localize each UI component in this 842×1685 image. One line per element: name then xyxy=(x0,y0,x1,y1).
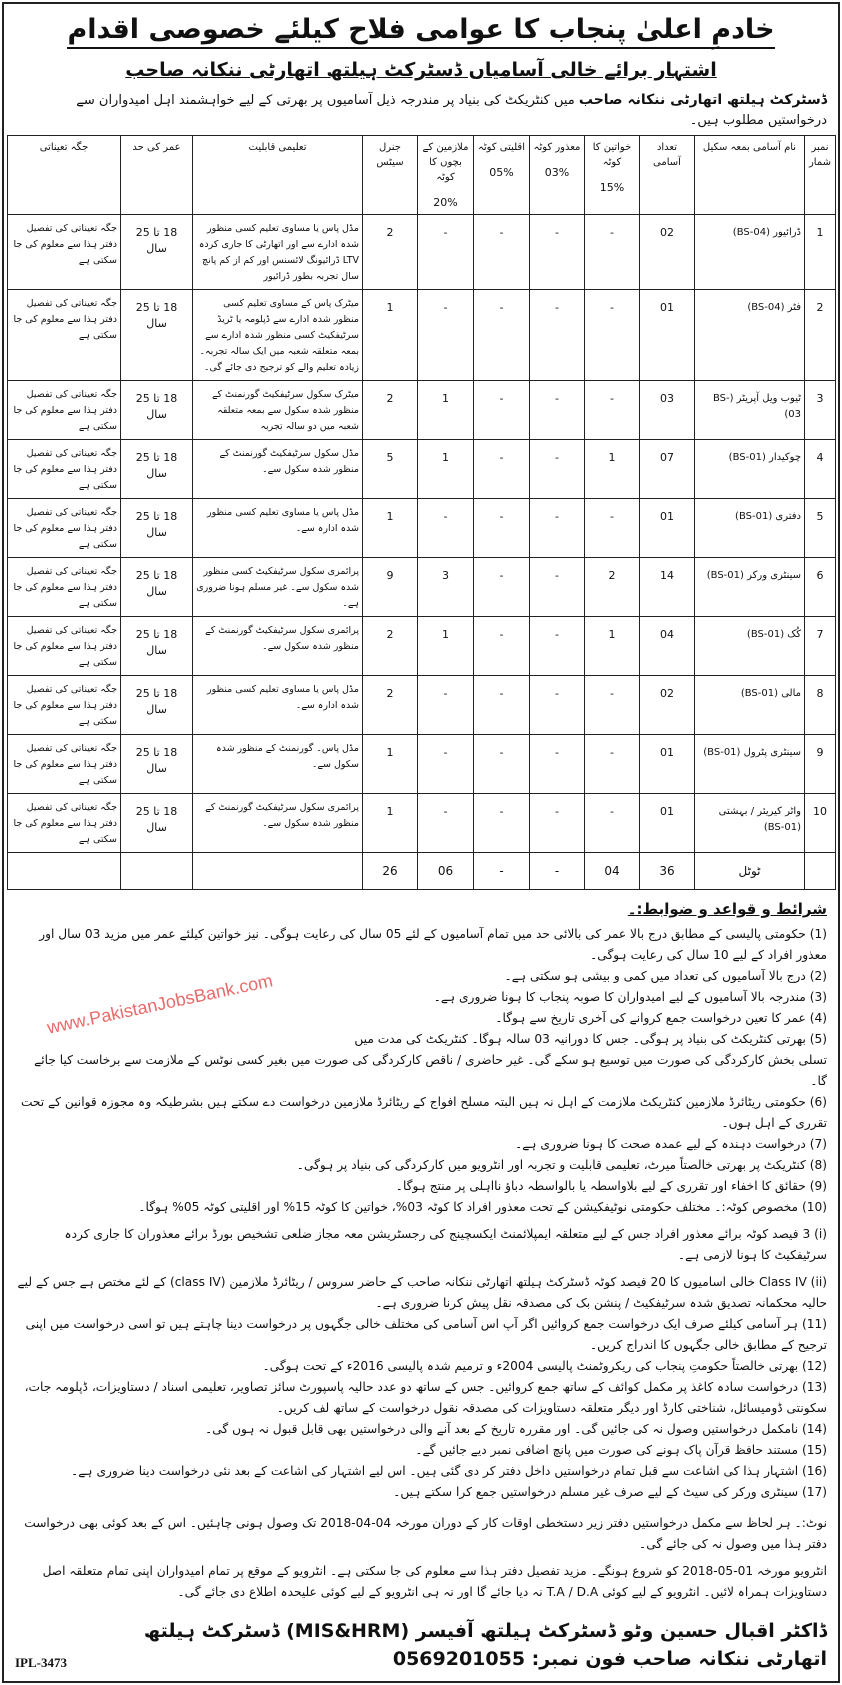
column-header xyxy=(8,136,121,215)
note-deadline: نوٹ:۔ ہر لحاظ سے مکمل درخواستیں دفتر زیر دستخطی اوقات کار کے دوران مورخہ 04-04-2018 تک وصول ہونی چاہئیں۔ اس کے بعد کوئی بھی درخواست دفتر ہذا میں وصول نہ کی جائے گی۔ xyxy=(24,1516,827,1551)
cell-posts: 01 xyxy=(640,290,695,381)
empty-cell xyxy=(121,853,193,890)
cell-disabled: - xyxy=(530,617,585,676)
cell-name: واٹر کیریئر / بہشتی (BS-01) xyxy=(695,794,805,853)
cell-qual: مڈل پاس یا مساوی تعلیم کسی منظور شدہ ادارے سے اور اتھارٹی کا جاری کردہ LTV ڈرائیونگ لائسنس اور کم از کم پانچ سال تجربہ بطور ڈرائیور xyxy=(193,215,363,290)
cell-name: کُک (BS-01) xyxy=(695,617,805,676)
empty-cell xyxy=(8,853,121,890)
cell-minority: - xyxy=(474,794,530,853)
cell-age: 18 تا 25 سال xyxy=(121,558,193,617)
cell-general: 5 xyxy=(363,440,418,499)
cell-disabled: - xyxy=(530,558,585,617)
total-minority: - xyxy=(474,853,530,890)
condition-item: (16) اشتہار ہذا کی اشاعت سے قبل تمام درخواستیں داخل دفتر کر دی گئی ہیں۔ اس لیے اشتہار کی اشاعت کے بعد نئی درخواست دینا ضروری ہے۔ xyxy=(71,1464,827,1478)
condition-item: (14) نامکمل درخواستیں وصول نہ کی جائیں گی۔ اور مقررہ تاریخ کے بعد آنے والی درخواستیں بھی قابل قبول نہ ہوں گی۔ xyxy=(205,1422,827,1436)
cell-sr: 5 xyxy=(805,499,836,558)
column-label: خواتین کا کوٹہ xyxy=(592,142,632,168)
empty-cell xyxy=(193,853,363,890)
table-row xyxy=(8,290,836,381)
cell-sr: 3 xyxy=(805,381,836,440)
table-row xyxy=(8,735,836,794)
cell-posts: 03 xyxy=(640,381,695,440)
condition-item: (1) حکومتی پالیسی کے مطابق درج بالا عمر کی بالائی حد میں تمام آسامیوں کے لئے 05 سال کی رعایت ہوگی۔ نیز خواتین کیلئے عمر میں مزید 03 سال اور معذور افراد کے لیے 10 سال کی رعایت ہوگی۔ xyxy=(39,927,827,962)
condition-item: (17) سینٹری ورکر کی سیٹ کے لیے صرف غیر مسلم درخواستیں جمع کرا سکتے ہیں۔ xyxy=(393,1485,827,1499)
total-women: 04 xyxy=(585,853,640,890)
cell-women: - xyxy=(585,735,640,794)
column-header xyxy=(585,136,640,215)
cell-general: 2 xyxy=(363,676,418,735)
cell-posts: 02 xyxy=(640,676,695,735)
cell-qual: مڈل سکول سرٹیفکیٹ گورنمنٹ کے منظور شدہ سکول سے۔ xyxy=(193,440,363,499)
cell-general: 9 xyxy=(363,558,418,617)
cell-place: جگہ تعیناتی کی تفصیل دفتر ہذا سے معلوم کی جا سکتی ہے xyxy=(8,381,121,440)
cell-age: 18 تا 25 سال xyxy=(121,794,193,853)
table-row xyxy=(8,440,836,499)
cell-age: 18 تا 25 سال xyxy=(121,735,193,794)
condition-item: (8) کنٹریکٹ پر بھرتی خالصتاً میرٹ، تعلیمی قابلیت و تجربہ اور انٹرویو میں کارکردگی کی بنیاد پر ہوگی۔ xyxy=(296,1158,827,1172)
cell-sr: 2 xyxy=(805,290,836,381)
condition-item: (5) بھرتی کنٹریکٹ کی بنیاد پر ہوگی۔ جس کا دورانیہ 03 سالہ ہوگا۔ کنٹریکٹ کی مدت میں تسلی بخش کارکردگی کی صورت میں توسیع ہو سکے گی۔ غیر حاضری / ناقص کارکردگی کی صورت میں بغیر کسی نوٹس کے ملازمت سے برخاست کیا جائے گا۔ xyxy=(34,1032,827,1088)
cell-children: - xyxy=(418,499,474,558)
cell-women: 2 xyxy=(585,558,640,617)
cell-general: 2 xyxy=(363,617,418,676)
condition-item: (2) درج بالا آسامیوں کی تعداد میں کمی و بیشی ہو سکتی ہے۔ xyxy=(504,969,827,983)
cell-qual: میٹرک سکول سرٹیفکیٹ گورنمنٹ کے منظور شدہ سکول سے بمعہ متعلقہ شعبہ میں دو سالہ تجربہ xyxy=(193,381,363,440)
column-label: نام آسامی بمعہ سکیل xyxy=(702,142,797,153)
terms-and-conditions xyxy=(15,898,827,1603)
cell-qual: پرائمری سکول سرٹیفکیٹ کسی منظور شدہ سکول سے۔ غیر مسلم ہونا ضروری ہے۔ xyxy=(193,558,363,617)
condition-item: (ii) Class IV خالی اسامیوں کا 20 فیصد کوٹہ ڈسٹرکٹ ہیلتھ اتھارٹی ننکانہ صاحب کے حاضر سروس / ریٹائرڈ ملازمین (class IV) کے لئے مختص ہے جس کے لیے حالیہ محکمانہ تصدیق شدہ سرٹیفکیٹ / پنشن بک کی مصدقہ نقل پیش کرنا ضروری ہے۔ xyxy=(17,1275,827,1310)
column-label: جنرل سیٹس xyxy=(376,142,404,168)
cell-sr: 1 xyxy=(805,215,836,290)
note-interview: انٹرویو مورخہ 01-05-2018 کو شروع ہونگے۔ مزید تفصیل دفتر ہذا سے معلوم کی جا سکتی ہے۔ انٹرویو کے موقع پر تمام امیدواران اپنی تمام متعلقہ اصل دستاویزات ہمراہ لائیں۔ انٹرویو کے لیے کوئی T.A / D.A نہ دیا جائے گا اور نہ ہی انٹرویو کے لیے کوئی علیحدہ اطلاع دی جائے گی۔ xyxy=(42,1564,827,1599)
cell-general: 2 xyxy=(363,215,418,290)
cell-name: ڈرائیور (BS-04) xyxy=(695,215,805,290)
condition-item: (11) ہر آسامی کیلئے صرف ایک درخواست جمع کروائیں اگر آپ اس آسامی کی مختلف خالی جگہوں پر درخواست دینا چاہتے ہیں تو اسی درخواست میں اپنی ترجیح کے مطابق خالی جگہوں کا اندراج کریں۔ xyxy=(25,1317,827,1352)
total-general: 26 xyxy=(363,853,418,890)
table-row xyxy=(8,215,836,290)
cell-children: 1 xyxy=(418,381,474,440)
column-header xyxy=(193,136,363,215)
cell-sr: 8 xyxy=(805,676,836,735)
cell-place: جگہ تعیناتی کی تفصیل دفتر ہذا سے معلوم کی جا سکتی ہے xyxy=(8,440,121,499)
cell-place: جگہ تعیناتی کی تفصیل دفتر ہذا سے معلوم کی جا سکتی ہے xyxy=(8,215,121,290)
cell-place: جگہ تعیناتی کی تفصیل دفتر ہذا سے معلوم کی جا سکتی ہے xyxy=(8,735,121,794)
condition-item: (9) حقائق کا اخفاء اور تقرری کے لیے بلاواسطہ یا بالواسطہ دباؤ نااہلی پر منتج ہوگا۔ xyxy=(395,1179,827,1193)
cell-sr: 9 xyxy=(805,735,836,794)
column-header xyxy=(418,136,474,215)
table-header-row xyxy=(8,136,836,215)
column-label: عمر کی حد xyxy=(132,142,181,153)
cell-minority: - xyxy=(474,290,530,381)
cell-place: جگہ تعیناتی کی تفصیل دفتر ہذا سے معلوم کی جا سکتی ہے xyxy=(8,617,121,676)
ad-reference: IPL-3473 xyxy=(15,1655,67,1670)
cell-sr: 6 xyxy=(805,558,836,617)
cell-women: - xyxy=(585,290,640,381)
cell-age: 18 تا 25 سال xyxy=(121,617,193,676)
cell-place: جگہ تعیناتی کی تفصیل دفتر ہذا سے معلوم کی جا سکتی ہے xyxy=(8,558,121,617)
table-row xyxy=(8,617,836,676)
cell-minority: - xyxy=(474,499,530,558)
condition-item: (10) مخصوص کوٹہ:۔ مختلف حکومتی نوٹیفکیشن کے تحت معذور افراد کا کوٹہ 03%، خواتین کا کوٹہ 15% اور اقلیتی کوٹہ 05% ہوگا۔ xyxy=(138,1200,827,1214)
cell-name: چوکیدار (BS-01) xyxy=(695,440,805,499)
cell-disabled: - xyxy=(530,794,585,853)
cell-place: جگہ تعیناتی کی تفصیل دفتر ہذا سے معلوم کی جا سکتی ہے xyxy=(8,499,121,558)
cell-name: دفتری (BS-01) xyxy=(695,499,805,558)
quota-percent: 20% xyxy=(433,196,458,209)
total-children: 06 xyxy=(418,853,474,890)
cell-children: 3 xyxy=(418,558,474,617)
table-row xyxy=(8,794,836,853)
cell-posts: 01 xyxy=(640,794,695,853)
cell-children: - xyxy=(418,735,474,794)
cell-minority: - xyxy=(474,215,530,290)
column-label: نمبر شمار xyxy=(808,142,832,168)
cell-qual: پرائمری سکول سرٹیفکیٹ گورنمنٹ کے منظور شدہ سکول سے۔ xyxy=(193,617,363,676)
conditions-heading: شرائط و قواعد و ضوابط:۔ xyxy=(627,900,827,918)
cell-name: ٹیوب ویل آپریٹر (BS-03) xyxy=(695,381,805,440)
cell-minority: - xyxy=(474,558,530,617)
cell-age: 18 تا 25 سال xyxy=(121,290,193,381)
column-header xyxy=(805,136,836,215)
condition-item: (15) مستند حافظ قرآن پاک ہونے کی صورت میں پانچ اضافی نمبر دیے جائیں گے۔ xyxy=(415,1443,827,1457)
total-row xyxy=(8,853,836,890)
empty-cell xyxy=(805,853,836,890)
cell-women: - xyxy=(585,794,640,853)
condition-item: (7) درخواست دہندہ کے لیے عمدہ صحت کا ہونا ضروری ہے۔ xyxy=(515,1137,827,1151)
cell-qual: مڈل پاس یا مساوی تعلیم کسی منظور شدہ ادارہ سے۔ xyxy=(193,499,363,558)
condition-item: (13) درخواست سادہ کاغذ پر مکمل کوائف کے ساتھ جمع کروائیں۔ جس کے ساتھ دو عدد حالیہ پاسپورٹ سائز تصاویر، تعلیمی اسناد / دستاویزات، ڈپلومہ جات، سکونتی ڈومیسائل، شناختی کارڈ اور دیگر متعلقہ دستاویزات کی مصدقہ نقول درخواست کے ساتھ لف کریں۔ xyxy=(24,1380,827,1415)
cell-children: - xyxy=(418,794,474,853)
cell-disabled: - xyxy=(530,290,585,381)
cell-qual: مڈل پاس یا مساوی تعلیم کسی منظور شدہ ادارہ سے۔ xyxy=(193,676,363,735)
cell-age: 18 تا 25 سال xyxy=(121,499,193,558)
column-header xyxy=(640,136,695,215)
cell-posts: 01 xyxy=(640,735,695,794)
watermark-area xyxy=(25,968,325,1042)
cell-children: - xyxy=(418,215,474,290)
condition-item: (3) مندرجہ بالا آسامیوں کے لیے امیدواران کا صوبہ پنجاب کا ہونا ضروری ہے۔ xyxy=(433,990,827,1004)
total-posts: 36 xyxy=(640,853,695,890)
cell-qual: مڈل پاس۔ گورنمنٹ کے منظور شدہ سکول سے۔ xyxy=(193,735,363,794)
column-label: جگہ تعیناتی xyxy=(39,142,89,153)
cell-age: 18 تا 25 سال xyxy=(121,381,193,440)
cell-general: 1 xyxy=(363,794,418,853)
cell-women: - xyxy=(585,499,640,558)
table-row xyxy=(8,499,836,558)
total-label: ٹوٹل xyxy=(695,853,805,890)
cell-children: 1 xyxy=(418,617,474,676)
cell-age: 18 تا 25 سال xyxy=(121,676,193,735)
cell-general: 1 xyxy=(363,499,418,558)
cell-posts: 07 xyxy=(640,440,695,499)
signature-contact: ڈاکٹر اقبال حسین وٹو ڈسٹرکٹ ہیلتھ آفیسر (MIS&HRM) ڈسٹرکٹ ہیلتھ اتھارٹی ننکانہ صاحب فون نمبر: 0569201055 xyxy=(143,1620,827,1670)
cell-disabled: - xyxy=(530,499,585,558)
cell-sr: 7 xyxy=(805,617,836,676)
cell-place: جگہ تعیناتی کی تفصیل دفتر ہذا سے معلوم کی جا سکتی ہے xyxy=(8,676,121,735)
cell-women: 1 xyxy=(585,440,640,499)
cell-posts: 14 xyxy=(640,558,695,617)
cell-sr: 4 xyxy=(805,440,836,499)
cell-name: سینٹری پٹرول (BS-01) xyxy=(695,735,805,794)
table-row xyxy=(8,558,836,617)
cell-age: 18 تا 25 سال xyxy=(121,440,193,499)
cell-disabled: - xyxy=(530,381,585,440)
cell-posts: 01 xyxy=(640,499,695,558)
cell-disabled: - xyxy=(530,215,585,290)
cell-minority: - xyxy=(474,676,530,735)
cell-disabled: - xyxy=(530,676,585,735)
column-header xyxy=(121,136,193,215)
ad-subtitle: اشتہار برائے خالی آسامیاں ڈسٹرکٹ ہیلتھ اتھارٹی ننکانہ صاحب xyxy=(125,59,717,81)
column-label: اقلیتی کوٹہ xyxy=(478,142,525,153)
cell-women: 1 xyxy=(585,617,640,676)
cell-minority: - xyxy=(474,440,530,499)
table-row xyxy=(8,676,836,735)
watermark: www.PakistanJobsBank.com xyxy=(45,970,275,1038)
cell-posts: 02 xyxy=(640,215,695,290)
cell-children: - xyxy=(418,676,474,735)
cell-disabled: - xyxy=(530,440,585,499)
cell-children: - xyxy=(418,290,474,381)
cell-name: سینٹری ورکر (BS-01) xyxy=(695,558,805,617)
cell-women: - xyxy=(585,215,640,290)
cell-general: 1 xyxy=(363,735,418,794)
column-header xyxy=(530,136,585,215)
cell-children: 1 xyxy=(418,440,474,499)
condition-item: (6) حکومتی ریٹائرڈ ملازمین کنٹریکٹ ملازمت کے اہل نہ ہیں البتہ مسلح افواج کے ریٹائرڈ ملازمین درخواست دے سکتے ہیں بشرطیکہ وہ مجوزہ قوانین کے تحت تقرری کے اہل ہوں۔ xyxy=(20,1095,827,1130)
cell-name: مالی (BS-01) xyxy=(695,676,805,735)
column-header xyxy=(695,136,805,215)
cell-general: 2 xyxy=(363,381,418,440)
quota-percent: 05% xyxy=(489,166,514,179)
column-header xyxy=(363,136,418,215)
cell-women: - xyxy=(585,676,640,735)
cell-disabled: - xyxy=(530,735,585,794)
condition-item: (i) 3 فیصد کوٹہ برائے معذور افراد جس کے لیے متعلقہ ایمپلائمنٹ ایکسچینج کی رجسٹریشن معہ مجاز ضلعی تشخیص بورڈ برائے معذوران کا جاری کردہ سرٹیفکیٹ کا ہونا لازمی ہے۔ xyxy=(64,1227,827,1262)
cell-name: فٹر (BS-04) xyxy=(695,290,805,381)
cell-place: جگہ تعیناتی کی تفصیل دفتر ہذا سے معلوم کی جا سکتی ہے xyxy=(8,794,121,853)
column-label: ملازمین کے بچوں کا کوٹہ xyxy=(422,142,469,183)
cell-posts: 04 xyxy=(640,617,695,676)
cell-place: جگہ تعیناتی کی تفصیل دفتر ہذا سے معلوم کی جا سکتی ہے xyxy=(8,290,121,381)
footer xyxy=(15,1617,827,1673)
cell-sr: 10 xyxy=(805,794,836,853)
cell-age: 18 تا 25 سال xyxy=(121,215,193,290)
cell-minority: - xyxy=(474,617,530,676)
cell-qual: میٹرک پاس کے مساوی تعلیم کسی منظور شدہ ادارے سے ڈپلومہ یا ٹریڈ سرٹیفکیٹ کسی منظور شدہ ادارے سے بمعہ متعلقہ شعبہ میں ایک سالہ تجربہ۔ زیادہ تعلیم والے کو ترجیح دی جائے گی۔ xyxy=(193,290,363,381)
advertisement-border xyxy=(2,2,840,1683)
cell-qual: پرائمری سکول سرٹیفکیٹ گورنمنٹ کے منظور شدہ سکول سے۔ xyxy=(193,794,363,853)
total-disabled: - xyxy=(530,853,585,890)
cell-general: 1 xyxy=(363,290,418,381)
quota-percent: 03% xyxy=(544,166,570,179)
column-label: تعلیمی قابلیت xyxy=(248,142,307,153)
quota-percent: 15% xyxy=(599,181,625,194)
vacancies-table xyxy=(7,135,836,890)
condition-item: (4) عمر کا تعین درخواست جمع کروانے کی آخری تاریخ سے ہوگا۔ xyxy=(495,1011,827,1025)
table-row xyxy=(8,381,836,440)
column-header xyxy=(474,136,530,215)
ad-title: خادمِ اعلیٰ پنجاب کا عوامی فلاح کیلئے خصوصی اقدام xyxy=(7,12,835,48)
cell-minority: - xyxy=(474,735,530,794)
column-label: تعداد آسامی xyxy=(653,142,681,168)
condition-item: (12) بھرتی خالصتاً حکومتِ پنجاب کی ریکروٹمنٹ پالیسی 2004ء و ترمیم شدہ پالیسی 2016ء کے تحت ہوگی۔ xyxy=(262,1359,827,1373)
column-label: معذور کوٹہ xyxy=(533,142,581,153)
ad-intro: ڈسٹرکٹ ہیلتھ اتھارٹی ننکانہ صاحب میں کنٹریکٹ کی بنیاد پر مندرجہ ذیل آسامیوں پر بھرتی کے لیے خواہشمند اہل امیدواران سے درخواستیں مطلوب ہیں۔ xyxy=(76,92,827,128)
cell-women: - xyxy=(585,381,640,440)
cell-minority: - xyxy=(474,381,530,440)
